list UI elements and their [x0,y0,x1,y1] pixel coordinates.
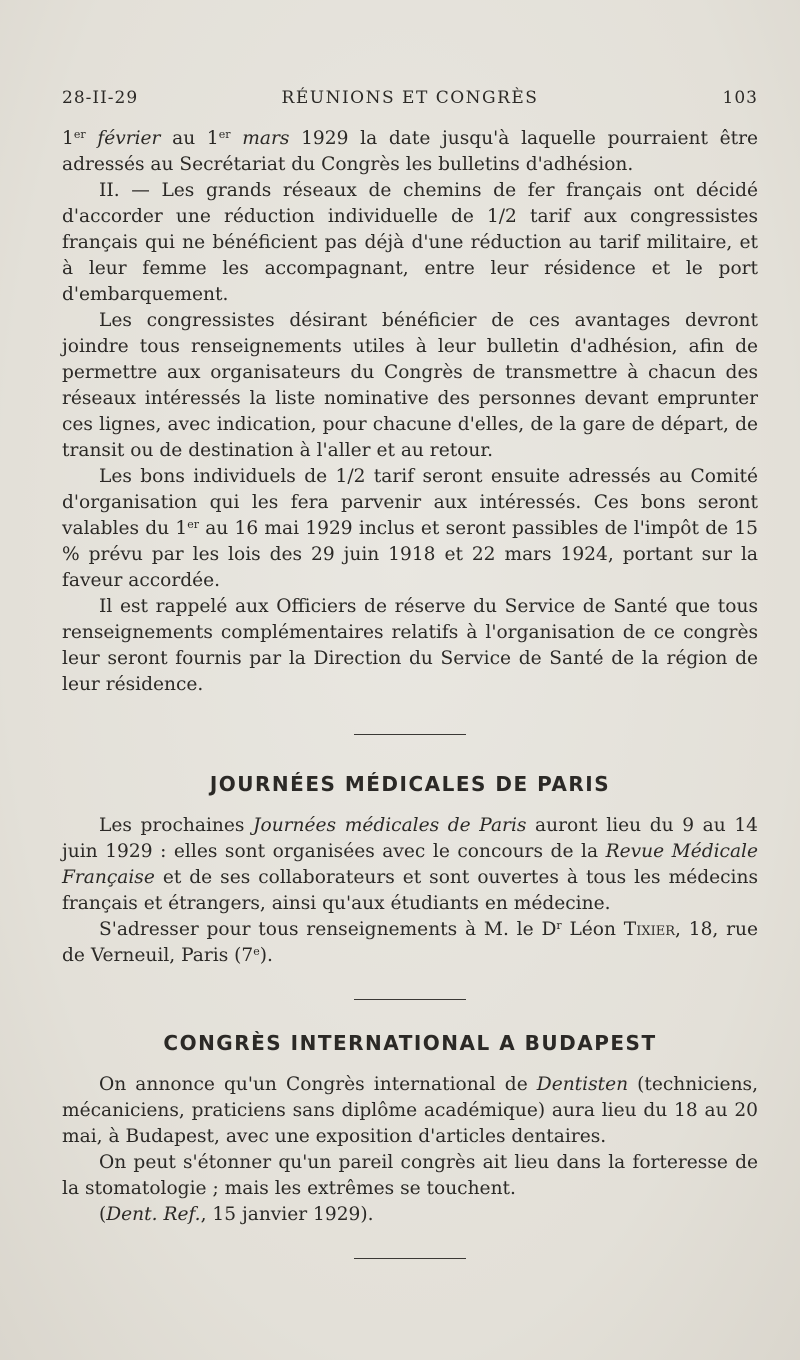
header-section-title: RÉUNIONS ET CONGRÈS [281,88,539,108]
section-divider [354,1258,466,1259]
paragraph-contact: S'adresser pour tous renseignements à M. le $D^r$ Léon Tixier, 18, rue de Verneuil, Paris (7e). [62,919,759,966]
article-body [62,126,758,1259]
paragraph-railway-reduction: II. — Les grands réseaux de chemins de fer français ont décidé d'accorder une réduction individuelle de 1/2 tarif aux congressistes français qui ne bénéficient pas déjà d'une réduction au tarif militaire, et à leur femme les accompagnant, entre leur résidence et le port d'embarquement. [62,180,758,305]
running-header [62,88,758,116]
paragraph-congressists: Les congressistes désirant bénéficier de ces avantages devront joindre tous renseignements utiles à leur bulletin d'adhésion, afin de permettre aux organisateurs du Congrès de transmettre à chacun des réseaux intéressés la liste nominative des personnes devant emprunter ces lignes, avec indication, pour chacune d'elles, de la gare de départ, de transit ou de destination à l'aller et au retour. [62,310,758,461]
paragraph-reference: (Dent. Ref., 15 janvier 1929). [99,1204,374,1225]
section-heading-journees-medicales: JOURNÉES MÉDICALES DE PARIS [209,772,611,796]
paragraph-budapest-congress: On annonce qu'un Congrès international de Dentisten (techniciens, mécaniciens, praticiens sans diplôme académique) aura lieu du 18 au 20 mai, à Budapest, avec une exposition d'articles dentaires. [62,1074,758,1147]
section-heading-budapest: CONGRÈS INTERNATIONAL A BUDAPEST [163,1031,657,1055]
paragraph-stomatology: On peut s'étonner qu'un pareil congrès ait lieu dans la forteresse de la stomatologie ; mais les extrêmes se touchent. [62,1152,758,1199]
paragraph-deadline: 1er février au 1er mars 1929 la date jusqu'à laquelle pourraient être adressés au Secrétariat du Congrès les bulletins d'adhésion. [62,128,758,175]
paragraph-reserve-officers: Il est rappelé aux Officiers de réserve du Service de Santé que tous renseignements complémentaires relatifs à l'organisation de ce congrès leur seront fournis par la Direction du Service de Santé de la région de leur résidence. [62,596,758,695]
paragraph-journees: Les prochaines Journées médicales de Paris auront lieu du 9 au 14 juin 1929 : elles sont organisées avec le concours de la Revue Médicale Française et de ses collaborateurs et sont ouvertes à tous les médecins français et étrangers, ainsi qu'aux étudiants en médecine. [62,815,758,914]
paragraph-vouchers: Les bons individuels de 1/2 tarif seront ensuite adressés au Comité d'organisation qui les fera parvenir aux intéressés. Ces bons seront valables du 1er au 16 mai 1929 inclus et seront passibles de l'impôt de 15 % prévu par les lois des 29 juin 1918 et 22 mars 1924, portant sur la faveur accordée. [62,466,758,591]
header-date: 28-II-29 [62,88,139,108]
page-number: 103 [722,88,758,108]
